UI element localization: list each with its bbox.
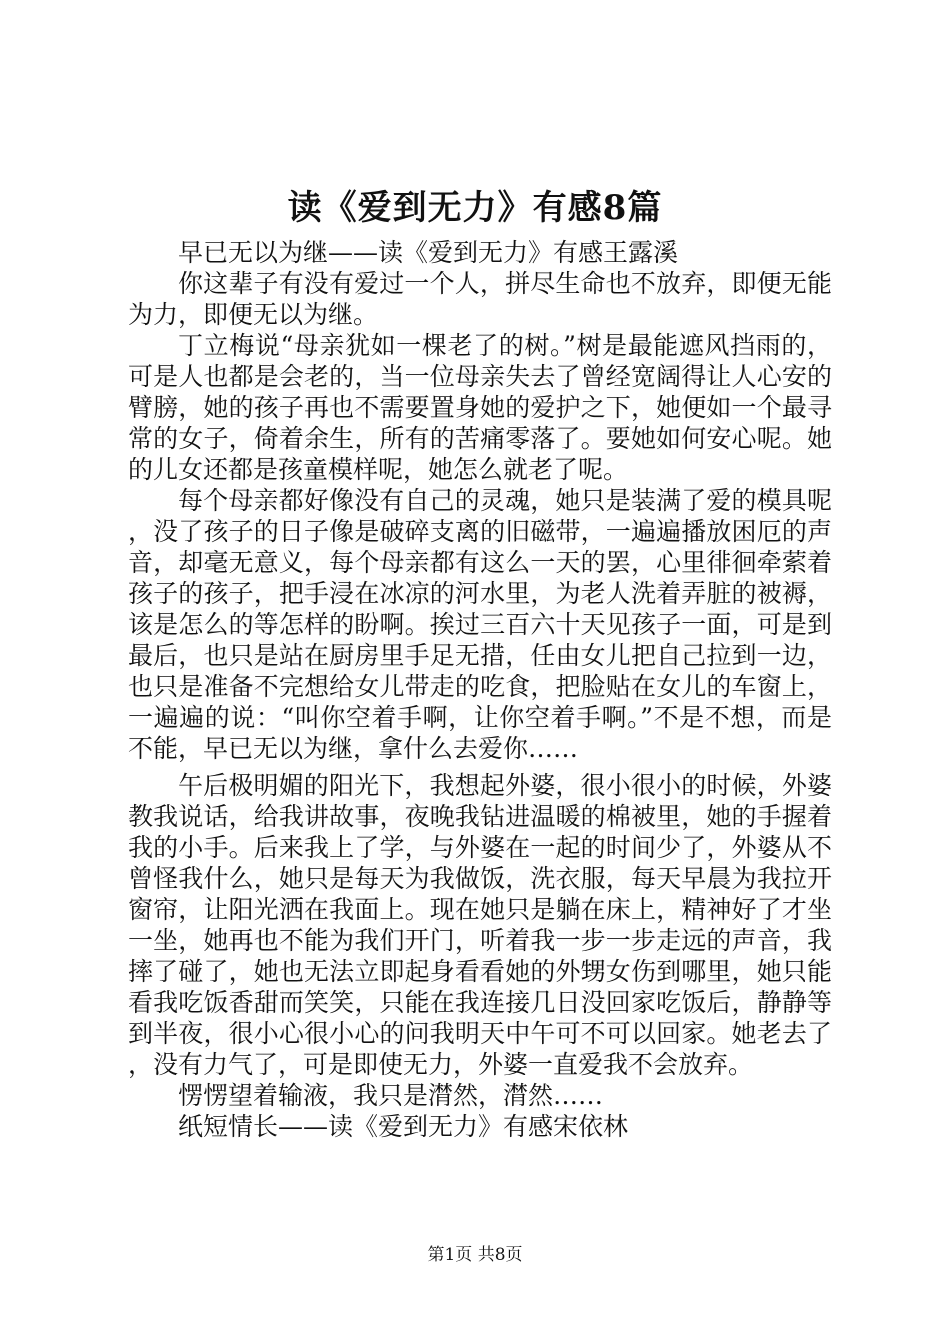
page-footer: 第1页 共8页 [427,1245,523,1265]
body-paragraph: 每个母亲都好像没有自己的灵魂，她只是装满了爱的模具呢，没了孩子的日子像是破碎支离的旧磁带，一遍遍播放困厄的声音，却毫无意义，每个母亲都有这么一天的罢，心里徘徊牵萦着孩子的孩子，把手浸在冰凉的河水里，为老人洗着弄脏的被褥，该是怎么的等怎样的盼啊。挨过三百六十天见孩子一面，可是到最后，也只是站在厨房里手足无措，任由女儿把自己拉到一边，也只是准备不完想给女儿带走的吃食，把脸贴在女儿的车窗上，一遍遍的说：“叫你空着手啊，让你空着手啊。”不是不想，而是不能，早已无以为继，拿什么去爱你…… [128,486,832,763]
body-paragraph: 你这辈子有没有爱过一个人，拼尽生命也不放弃，即便无能为力，即便无以为继。 [128,269,832,329]
document-body [128,237,832,1142]
subtitle-paragraph: 纸短情长——读《爱到无力》有感宋依林 [178,1112,629,1141]
body-paragraph: 丁立梅说“母亲犹如一棵老了的树。”树是最能遮风挡雨的，可是人也都是会老的，当一位母亲失去了曾经宽阔得让人心安的臂膀，她的孩子再也不需要置身她的爱护之下，她便如一个最寻常的女子，倚着余生，所有的苦痛零落了。要她如何安心呢。她的儿女还都是孩童模样呢，她怎么就老了呢。 [128,331,832,484]
body-paragraph: 午后极明媚的阳光下，我想起外婆，很小很小的时候，外婆教我说话，给我讲故事，夜晚我钻进温暖的棉被里，她的手握着我的小手。后来我上了学，与外婆在一起的时间少了，外婆从不曾怪我什么，她只是每天为我做饭，洗衣服，每天早晨为我拉开窗帘，让阳光洒在我面上。现在她只是躺在床上，精神好了才坐一坐，她再也不能为我们开门，听着我一步一步走远的声音，我摔了碰了，她也无法立即起身看看她的外甥女伤到哪里，她只能看我吃饭香甜而笑笑，只能在我连接几日没回家吃饭后，静静等到半夜，很小心很小心的问我明天中午可不可以回家。她老去了，没有力气了，可是即使无力，外婆一直爱我不会放弃。 [128,771,832,1079]
body-paragraph: 愣愣望着输液，我只是潸然，潸然…… [178,1081,604,1110]
document-title: 读《爱到无力》有感8篇 [287,188,663,228]
subtitle-paragraph: 早已无以为继——读《爱到无力》有感王露溪 [178,238,679,267]
